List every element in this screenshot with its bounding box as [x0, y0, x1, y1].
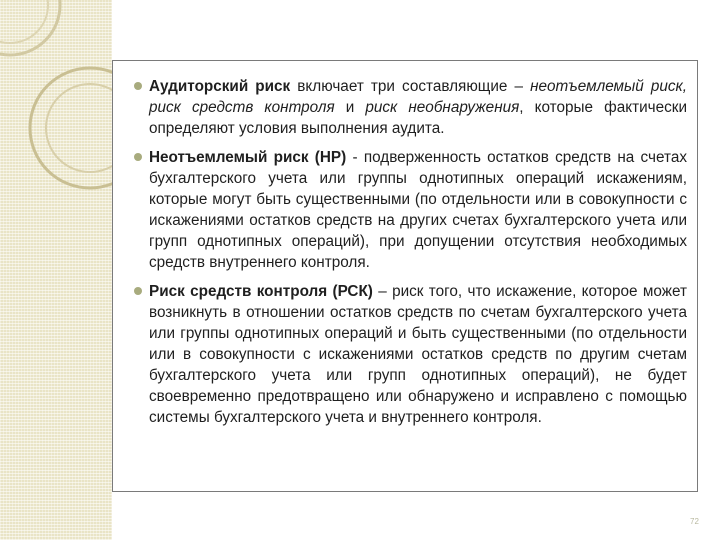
page-number: 72 — [690, 517, 699, 526]
bullet-dot-icon — [134, 287, 142, 295]
decorative-circles — [0, 0, 112, 540]
bullet-list — [113, 76, 695, 436]
term-control-risk: Риск средств контроля (РСК) — [149, 283, 373, 300]
bullet-text — [149, 76, 687, 139]
bullet-inherent-risk — [113, 147, 695, 273]
text-fragment: , которые фактически определяют условия выполнения аудита. — [149, 99, 688, 137]
slide-content-frame — [112, 60, 698, 492]
bullet-text — [149, 147, 687, 273]
bullet-dot-icon — [134, 82, 142, 90]
text-fragment: и — [334, 99, 366, 116]
term-inherent-risk: Неотъемлемый риск (НР) — [149, 149, 347, 166]
bullet-text — [149, 281, 687, 428]
decorative-background-strip — [0, 0, 112, 540]
italic-fragment: неотъемлемый риск, риск средств контроля — [149, 78, 687, 116]
text-fragment: – риск того, что искажение, которое может возникнуть в отношении остатков средств по счетам бухгалтерского учета или группы однотипных операций и быть существенными (по отдельности или в совокупности с искажениями остатков средств по другим счетам бухгалтерского учета или групп однотипных операций), не будет своевременно предотвращено или обнаружено и исправлено с помощью системы бухгалтерского учета и внутреннего контроля. — [149, 283, 687, 426]
text-fragment: - подверженность остатков средств на счетах бухгалтерского учета или группы однотипных операций искажениям, которые могут быть существенными (по отдельности или в совокупности с искажениями остатков средств на других счетах бухгалтерского учета или групп однотипных операций), при допущении отсутствия необходимых средств внутреннего контроля. — [149, 149, 687, 271]
italic-fragment: риск необнаружения — [365, 99, 520, 116]
term-audit-risk: Аудиторский риск — [149, 78, 291, 95]
bullet-control-risk — [113, 281, 695, 428]
bullet-audit-risk — [113, 76, 695, 139]
bullet-dot-icon — [134, 153, 142, 161]
text-fragment: включает три составляющие – — [290, 78, 531, 95]
